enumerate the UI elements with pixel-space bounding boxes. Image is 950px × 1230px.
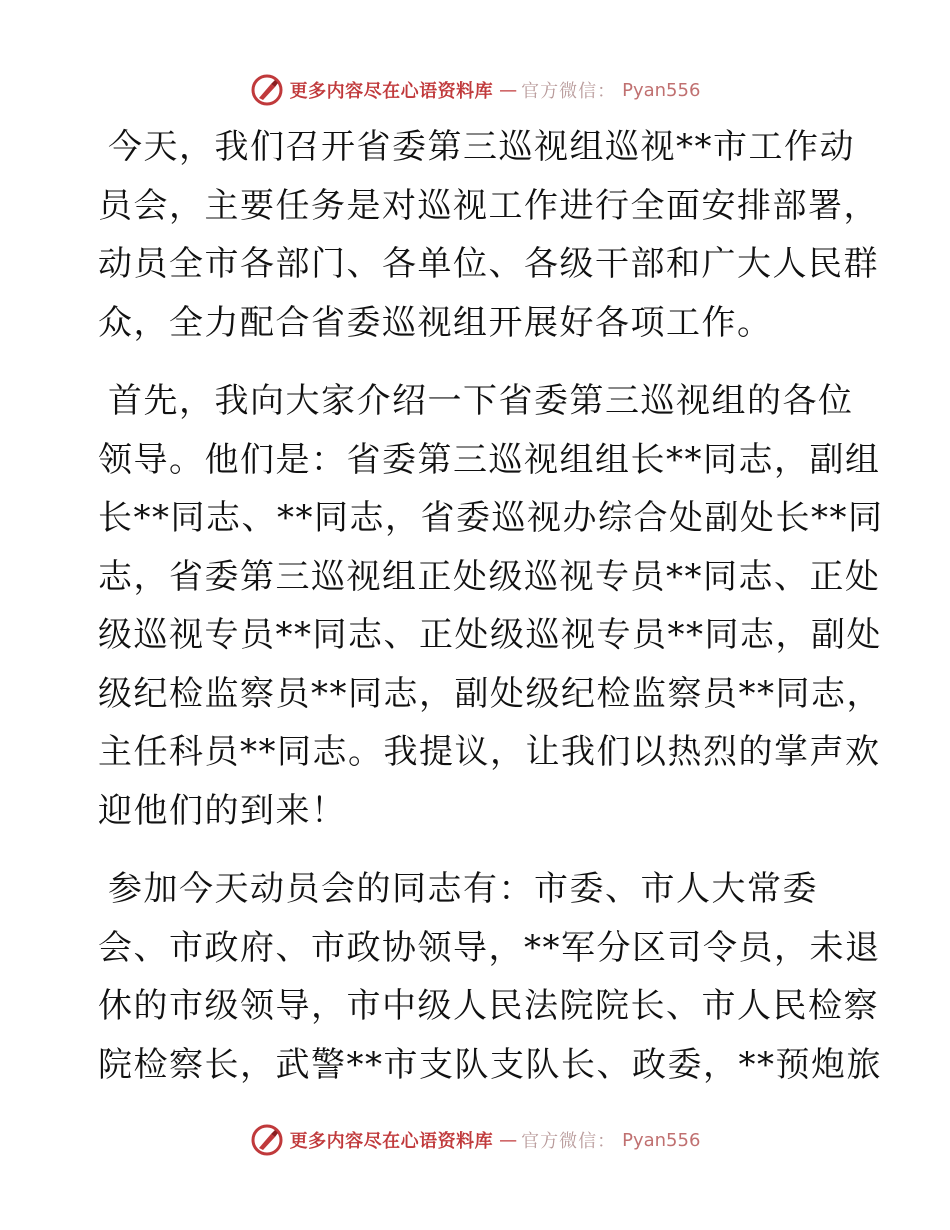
text-line: 会、市政府、市政协领导，**军分区司令员，未退 — [98, 927, 881, 968]
paragraph-1 — [98, 118, 879, 352]
text-line: 领导。他们是：省委第三巡视组组长**同志，副组 — [98, 439, 881, 480]
banner-brand-text: 更多内容尽在心语资料库 — [289, 1131, 494, 1152]
text-line: 动员全市各部门、各单位、各级干部和广大人民群 — [98, 244, 879, 284]
pen-logo-icon — [250, 1123, 284, 1157]
banner-dash: — — [499, 1129, 516, 1151]
document-body — [98, 118, 884, 1114]
text-line: 休的市级领导，市中级人民法院院长、市人民检察 — [98, 986, 879, 1026]
text-line: 志，省委第三巡视组正处级巡视专员**同志、正处 — [98, 556, 881, 597]
text-line: 今天，我们召开省委第三巡视组巡视**市工作动 — [108, 127, 855, 167]
text-line: 迎他们的到来！ — [98, 790, 347, 831]
banner-brand-text: 更多内容尽在心语资料库 — [289, 81, 494, 102]
footer-banner — [0, 1120, 950, 1160]
text-line: 级纪检监察员**同志，副处级纪检监察员**同志， — [98, 673, 882, 714]
banner-wechat-label: 官方微信： — [521, 81, 617, 102]
pen-logo-icon — [250, 73, 284, 107]
text-line: 众，全力配合省委巡视组开展好各项工作。 — [98, 302, 773, 343]
text-line: 级巡视专员**同志、正处级巡视专员**同志，副处 — [98, 615, 882, 655]
banner-dash: — — [499, 79, 516, 101]
paragraph-2 — [98, 372, 884, 840]
header-banner — [0, 70, 950, 110]
banner-wechat-label: 官方微信： — [521, 1131, 617, 1152]
text-line: 员会，主要任务是对巡视工作进行全面安排部署， — [98, 185, 879, 226]
text-line: 主任科员**同志。我提议，让我们以热烈的掌声欢 — [98, 732, 881, 772]
text-line: 首先，我向大家介绍一下省委第三巡视组的各位 — [108, 381, 854, 421]
text-line: 院检察长，武警**市支队支队长、政委，**预炮旅 — [98, 1044, 882, 1085]
banner-wechat-account: Pyan556 — [622, 79, 701, 101]
paragraph-3 — [98, 860, 882, 1094]
text-line: 参加今天动员会的同志有：市委、市人大常委 — [108, 869, 818, 909]
text-line: 长**同志、**同志，省委巡视办综合处副处长**同 — [98, 498, 884, 538]
banner-wechat-account: Pyan556 — [622, 1129, 701, 1151]
